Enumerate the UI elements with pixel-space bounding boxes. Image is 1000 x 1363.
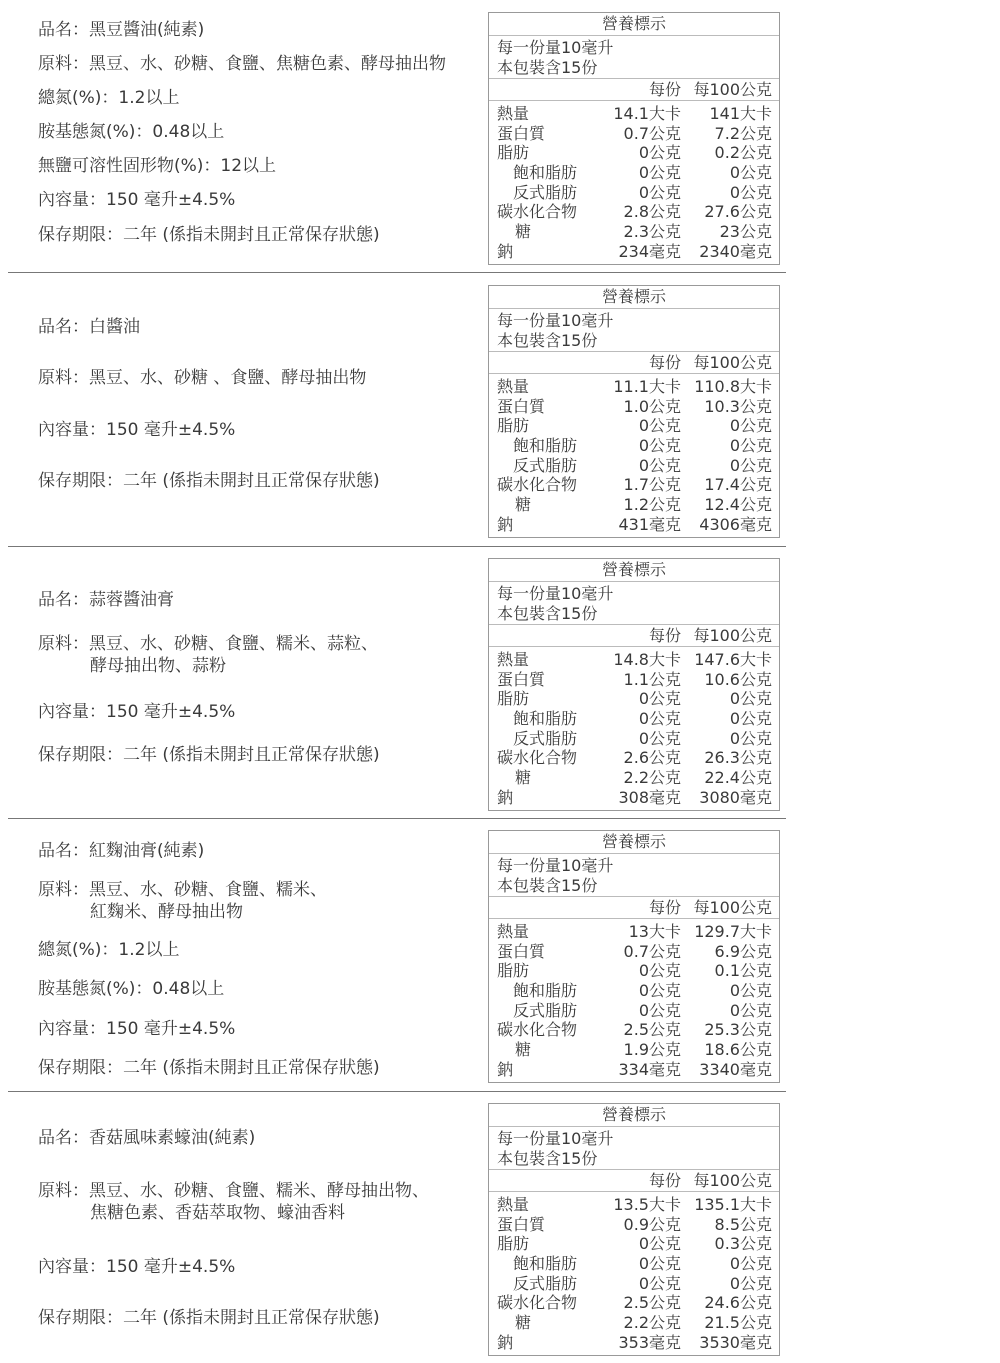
nutrition-row (489, 397, 779, 417)
nutrient-per-100g: 147.6大卡 (694, 650, 772, 669)
spec-label: 內容量： (38, 190, 106, 210)
nutrition-row (489, 163, 779, 183)
spec-value-continued: 紅麴米、酵母抽出物 (90, 902, 243, 922)
spec-line (38, 1180, 429, 1224)
nutrient-name: 反式脂肪 (513, 455, 578, 475)
spec-line (38, 978, 224, 1000)
nutrition-row (489, 475, 779, 495)
nutrition-title: 營養標示 (489, 831, 779, 854)
nutrient-per-serving: 2.5公克 (623, 1020, 681, 1040)
nutrient-name: 鈉 (497, 787, 514, 807)
nutrient-per-100g: 135.1大卡 (694, 1195, 772, 1214)
per-serving-header: 每份 (648, 626, 681, 645)
nutrient-name: 糖 (515, 495, 532, 515)
nutrient-per-serving: 2.5公克 (623, 1293, 681, 1313)
nutrient-name: 反式脂肪 (513, 182, 578, 202)
nutrient-per-serving: 334毫克 (618, 1059, 681, 1079)
nutrient-name: 鈉 (497, 241, 514, 261)
nutrient-name: 飽和脂肪 (513, 709, 578, 729)
spec-value: 150 毫升±4.5% (106, 702, 236, 722)
spec-label: 原料： (38, 880, 89, 900)
nutrient-per-100g: 24.6公克 (704, 1293, 772, 1313)
spec-line (38, 939, 179, 961)
nutrient-per-100g: 0公克 (729, 163, 772, 183)
spec-line (38, 53, 446, 75)
nutrient-per-serving: 13大卡 (628, 922, 681, 941)
spec-label: 內容量： (38, 1257, 106, 1277)
nutrition-row (489, 242, 779, 262)
nutrient-name: 碳水化合物 (497, 748, 578, 768)
nutrient-name: 鈉 (497, 1059, 514, 1079)
nutrient-per-serving: 0公克 (638, 1000, 681, 1020)
nutrition-rows (489, 1192, 779, 1355)
nutrient-per-100g: 4306毫克 (699, 514, 772, 534)
serving-size: 每一份量10毫升 (497, 1129, 614, 1148)
nutrition-row (489, 788, 779, 808)
nutrient-name: 反式脂肪 (513, 1273, 578, 1293)
spec-label: 總氮(%)： (38, 940, 119, 960)
nutrition-row (489, 1195, 779, 1215)
nutrient-per-100g: 129.7大卡 (694, 922, 772, 941)
nutrient-name: 蛋白質 (497, 396, 546, 416)
nutrient-per-serving: 0.7公克 (623, 123, 681, 143)
nutrition-table (488, 830, 780, 1083)
spec-line (38, 744, 380, 766)
servings-per-package: 本包裝含15份 (497, 603, 598, 623)
spec-value: 二年 (係指未開封且正常保存狀態) (123, 471, 380, 491)
nutrition-row (489, 183, 779, 203)
nutrition-row (489, 104, 779, 124)
nutrient-name: 碳水化合物 (497, 1020, 578, 1040)
serving-size: 每一份量10毫升 (497, 38, 614, 57)
nutrition-row (489, 222, 779, 242)
nutrient-per-serving: 1.9公克 (623, 1040, 681, 1060)
nutrient-per-serving: 14.8大卡 (613, 650, 681, 669)
nutrient-per-serving: 2.8公克 (623, 202, 681, 222)
spec-line (38, 367, 366, 389)
nutrition-row (489, 1020, 779, 1040)
nutrient-per-100g: 18.6公克 (704, 1040, 772, 1060)
nutrient-per-serving: 1.0公克 (623, 396, 681, 416)
spec-line (38, 155, 276, 177)
nutrition-row (489, 961, 779, 981)
spec-value: 二年 (係指未開封且正常保存狀態) (123, 1058, 380, 1078)
spec-label: 品名： (38, 1128, 89, 1148)
spec-value: 150 毫升±4.5% (106, 1257, 236, 1277)
nutrient-per-100g: 12.4公克 (704, 495, 772, 515)
per-serving-header: 每份 (648, 353, 681, 372)
nutrient-per-100g: 0公克 (729, 709, 772, 729)
serving-size: 每一份量10毫升 (497, 311, 614, 330)
spec-line (38, 701, 235, 723)
nutrient-per-100g: 0公克 (729, 1000, 772, 1020)
nutrition-rows (489, 919, 779, 1082)
spec-label: 保存期限： (38, 1308, 123, 1328)
nutrition-table (488, 285, 780, 538)
spec-value: 1.2以上 (118, 88, 180, 108)
nutrient-name: 熱量 (497, 1195, 530, 1214)
spec-line (38, 633, 378, 677)
nutrition-row (489, 456, 779, 476)
nutrition-row (489, 1001, 779, 1021)
spec-label: 原料： (38, 1181, 89, 1201)
nutrition-header (489, 79, 779, 101)
nutrition-header (489, 625, 779, 647)
nutrient-name: 脂肪 (497, 1234, 530, 1254)
spec-line (38, 1018, 235, 1040)
nutrient-per-100g: 0公克 (729, 728, 772, 748)
nutrient-name: 熱量 (497, 650, 530, 669)
nutrient-per-serving: 0公克 (638, 981, 681, 1001)
nutrient-per-serving: 0公克 (638, 728, 681, 748)
spec-line (38, 589, 174, 611)
nutrient-per-100g: 0公克 (729, 981, 772, 1001)
nutrition-row (489, 689, 779, 709)
nutrition-row (489, 436, 779, 456)
per-serving-header: 每份 (648, 1171, 681, 1190)
nutrient-per-serving: 2.2公克 (623, 1313, 681, 1333)
nutrient-per-serving: 0公克 (638, 961, 681, 981)
nutrition-row (489, 495, 779, 515)
nutrient-name: 飽和脂肪 (513, 163, 578, 183)
spec-line (38, 840, 204, 862)
nutrient-per-100g: 7.2公克 (714, 123, 772, 143)
nutrition-row (489, 416, 779, 436)
spec-label: 品名： (38, 20, 89, 40)
nutrient-per-100g: 26.3公克 (704, 748, 772, 768)
nutrition-row (489, 981, 779, 1001)
nutrient-per-100g: 22.4公克 (704, 768, 772, 788)
nutrient-per-100g: 17.4公克 (704, 475, 772, 495)
nutrition-row (489, 202, 779, 222)
nutrient-name: 飽和脂肪 (513, 981, 578, 1001)
spec-label: 原料： (38, 634, 89, 654)
nutrient-per-serving: 0公克 (638, 1254, 681, 1274)
nutrient-per-100g: 0.3公克 (714, 1234, 772, 1254)
nutrient-per-100g: 110.8大卡 (694, 377, 772, 396)
spec-value: 黑豆、水、砂糖、食鹽、糯米、 (89, 880, 327, 900)
nutrition-row (489, 1293, 779, 1313)
nutrient-per-serving: 2.3公克 (623, 222, 681, 242)
nutrient-per-serving: 0公克 (638, 182, 681, 202)
nutrient-name: 碳水化合物 (497, 202, 578, 222)
nutrient-per-100g: 0公克 (729, 1273, 772, 1293)
nutrient-name: 碳水化合物 (497, 475, 578, 495)
nutrition-row (489, 1040, 779, 1060)
servings-per-package: 本包裝含15份 (497, 330, 598, 350)
nutrition-row (489, 768, 779, 788)
nutrient-per-100g: 8.5公克 (714, 1214, 772, 1234)
nutrition-title: 營養標示 (489, 1104, 779, 1127)
nutrient-per-100g: 0公克 (729, 436, 772, 456)
spec-value: 蒜蓉醬油膏 (89, 590, 174, 610)
nutrition-rows (489, 647, 779, 810)
spec-label: 無鹽可溶性固形物(%)： (38, 156, 221, 176)
spec-label: 原料： (38, 368, 89, 388)
nutrient-per-serving: 234毫克 (618, 241, 681, 261)
nutrient-name: 反式脂肪 (513, 728, 578, 748)
spec-label: 內容量： (38, 1019, 106, 1039)
spec-value: 香菇風味素蠔油(純素) (89, 1128, 256, 1148)
nutrition-row (489, 1060, 779, 1080)
nutrient-per-100g: 0公克 (729, 455, 772, 475)
nutrition-row (489, 1274, 779, 1294)
spec-label: 內容量： (38, 702, 106, 722)
per-serving-header: 每份 (648, 898, 681, 917)
nutrient-per-serving: 0公克 (638, 143, 681, 163)
spec-value: 150 毫升±4.5% (106, 420, 236, 440)
nutrient-per-100g: 0公克 (729, 689, 772, 709)
spec-line (38, 419, 235, 441)
nutrient-per-100g: 0.2公克 (714, 143, 772, 163)
section-divider (8, 818, 786, 819)
serving-info (489, 582, 779, 625)
nutrient-per-serving: 1.7公克 (623, 475, 681, 495)
nutrient-name: 飽和脂肪 (513, 436, 578, 456)
spec-value: 150 毫升±4.5% (106, 190, 236, 210)
spec-line (38, 121, 224, 143)
spec-value: 白醬油 (89, 317, 140, 337)
serving-info (489, 309, 779, 352)
section-divider (8, 546, 786, 547)
nutrition-row (489, 1313, 779, 1333)
nutrient-per-serving: 2.2公克 (623, 768, 681, 788)
spec-line (38, 1057, 380, 1079)
nutrition-table (488, 1103, 780, 1356)
spec-label: 總氮(%)： (38, 88, 119, 108)
spec-line (38, 224, 380, 246)
nutrient-per-100g: 27.6公克 (704, 202, 772, 222)
nutrient-per-serving: 0公克 (638, 436, 681, 456)
nutrient-per-serving: 0公克 (638, 1273, 681, 1293)
nutrient-per-serving: 353毫克 (618, 1332, 681, 1352)
spec-value: 黑豆、水、砂糖 、食鹽、酵母抽出物 (89, 368, 367, 388)
nutrition-row (489, 1333, 779, 1353)
spec-value: 黑豆、水、砂糖、食鹽、糯米、蒜粒、 (89, 634, 378, 654)
nutrition-title: 營養標示 (489, 286, 779, 309)
nutrition-row (489, 650, 779, 670)
section-divider (8, 1091, 786, 1092)
nutrient-per-serving: 0.9公克 (623, 1214, 681, 1234)
nutrition-row (489, 1254, 779, 1274)
spec-line (38, 87, 179, 109)
spec-label: 胺基態氮(%)： (38, 122, 153, 142)
spec-value: 150 毫升±4.5% (106, 1019, 236, 1039)
nutrient-per-100g: 2340毫克 (699, 241, 772, 261)
nutrient-per-serving: 0公克 (638, 455, 681, 475)
spec-label: 保存期限： (38, 1058, 123, 1078)
spec-value: 0.48以上 (152, 122, 225, 142)
nutrient-name: 糖 (515, 1313, 532, 1333)
spec-label: 內容量： (38, 420, 106, 440)
nutrient-name: 脂肪 (497, 143, 530, 163)
per-100g-header: 每100公克 (693, 626, 772, 645)
nutrient-per-100g: 10.3公克 (704, 396, 772, 416)
nutrient-per-100g: 3530毫克 (699, 1332, 772, 1352)
nutrient-per-serving: 0公克 (638, 416, 681, 436)
nutrient-per-serving: 0.7公克 (623, 941, 681, 961)
per-100g-header: 每100公克 (693, 353, 772, 372)
spec-line (38, 189, 235, 211)
nutrient-name: 鈉 (497, 1332, 514, 1352)
nutrient-per-100g: 0公克 (729, 182, 772, 202)
nutrient-name: 糖 (515, 1040, 532, 1060)
nutrient-per-serving: 1.2公克 (623, 495, 681, 515)
nutrient-per-100g: 10.6公克 (704, 669, 772, 689)
section-divider (8, 272, 786, 273)
nutrition-title: 營養標示 (489, 13, 779, 36)
nutrient-name: 脂肪 (497, 689, 530, 709)
nutrient-name: 熱量 (497, 104, 530, 123)
nutrition-table (488, 12, 780, 265)
nutrient-name: 蛋白質 (497, 123, 546, 143)
spec-line (38, 316, 140, 338)
spec-line (38, 19, 204, 41)
nutrient-per-100g: 21.5公克 (704, 1313, 772, 1333)
nutrient-per-serving: 0公克 (638, 709, 681, 729)
spec-line (38, 1307, 380, 1329)
nutrient-per-serving: 1.1公克 (623, 669, 681, 689)
nutrient-name: 熱量 (497, 922, 530, 941)
nutrient-name: 脂肪 (497, 961, 530, 981)
nutrient-per-100g: 3340毫克 (699, 1059, 772, 1079)
spec-value: 0.48以上 (152, 979, 225, 999)
nutrient-per-serving: 2.6公克 (623, 748, 681, 768)
spec-value: 二年 (係指未開封且正常保存狀態) (123, 1308, 380, 1328)
spec-value: 黑豆、水、砂糖、食鹽、焦糖色素、酵母抽出物 (89, 54, 446, 74)
nutrient-per-serving: 431毫克 (618, 514, 681, 534)
nutrition-row (489, 1234, 779, 1254)
nutrition-row (489, 377, 779, 397)
servings-per-package: 本包裝含15份 (497, 57, 598, 77)
spec-value: 紅麴油膏(純素) (89, 841, 205, 861)
per-100g-header: 每100公克 (693, 80, 772, 99)
spec-line (38, 470, 380, 492)
nutrition-header (489, 1170, 779, 1192)
nutrition-row (489, 709, 779, 729)
nutrient-per-serving: 0公克 (638, 1234, 681, 1254)
serving-info (489, 1127, 779, 1170)
nutrient-per-serving: 0公克 (638, 689, 681, 709)
nutrient-name: 脂肪 (497, 416, 530, 436)
nutrient-per-100g: 0公克 (729, 1254, 772, 1274)
servings-per-package: 本包裝含15份 (497, 875, 598, 895)
spec-label: 原料： (38, 54, 89, 74)
nutrient-name: 熱量 (497, 377, 530, 396)
nutrient-per-100g: 23公克 (719, 222, 772, 242)
serving-info (489, 36, 779, 79)
spec-value: 黑豆、水、砂糖、食鹽、糯米、酵母抽出物、 (89, 1181, 429, 1201)
nutrition-row (489, 942, 779, 962)
spec-label: 保存期限： (38, 471, 123, 491)
nutrient-per-serving: 14.1大卡 (613, 104, 681, 123)
serving-size: 每一份量10毫升 (497, 856, 614, 875)
spec-label: 品名： (38, 590, 89, 610)
nutrient-per-100g: 0.1公克 (714, 961, 772, 981)
nutrient-per-serving: 13.5大卡 (613, 1195, 681, 1214)
nutrition-row (489, 143, 779, 163)
spec-label: 保存期限： (38, 225, 123, 245)
nutrition-row (489, 1215, 779, 1235)
nutrition-row (489, 124, 779, 144)
nutrition-rows (489, 101, 779, 264)
servings-per-package: 本包裝含15份 (497, 1148, 598, 1168)
per-100g-header: 每100公克 (693, 898, 772, 917)
spec-label: 品名： (38, 317, 89, 337)
nutrient-name: 蛋白質 (497, 669, 546, 689)
spec-value: 二年 (係指未開封且正常保存狀態) (123, 225, 380, 245)
spec-value: 黑豆醬油(純素) (89, 20, 205, 40)
nutrient-name: 蛋白質 (497, 1214, 546, 1234)
nutrition-row (489, 670, 779, 690)
spec-line (38, 879, 327, 923)
spec-line (38, 1127, 255, 1149)
nutrient-name: 蛋白質 (497, 941, 546, 961)
spec-value: 1.2以上 (118, 940, 180, 960)
nutrient-name: 飽和脂肪 (513, 1254, 578, 1274)
nutrient-per-100g: 3080毫克 (699, 787, 772, 807)
per-serving-header: 每份 (648, 80, 681, 99)
spec-label: 胺基態氮(%)： (38, 979, 153, 999)
nutrient-per-100g: 6.9公克 (714, 941, 772, 961)
nutrient-name: 反式脂肪 (513, 1000, 578, 1020)
nutrition-header (489, 352, 779, 374)
nutrition-row (489, 922, 779, 942)
nutrient-name: 糖 (515, 768, 532, 788)
serving-info (489, 854, 779, 897)
nutrient-name: 糖 (515, 222, 532, 242)
nutrient-per-serving: 0公克 (638, 163, 681, 183)
nutrient-per-100g: 141大卡 (709, 104, 772, 123)
serving-size: 每一份量10毫升 (497, 584, 614, 603)
nutrient-name: 鈉 (497, 514, 514, 534)
nutrition-header (489, 897, 779, 919)
nutrition-rows (489, 374, 779, 537)
spec-line (38, 1256, 235, 1278)
spec-value: 12以上 (220, 156, 277, 176)
nutrition-row (489, 748, 779, 768)
nutrient-per-100g: 25.3公克 (704, 1020, 772, 1040)
spec-label: 保存期限： (38, 745, 123, 765)
spec-label: 品名： (38, 841, 89, 861)
nutrient-per-serving: 308毫克 (618, 787, 681, 807)
nutrient-name: 碳水化合物 (497, 1293, 578, 1313)
nutrition-table (488, 558, 780, 811)
spec-value-continued: 焦糖色素、香菇萃取物、蠔油香料 (90, 1203, 345, 1223)
spec-value-continued: 酵母抽出物、蒜粉 (90, 656, 226, 676)
nutrient-per-100g: 0公克 (729, 416, 772, 436)
nutrient-per-serving: 11.1大卡 (613, 377, 681, 396)
per-100g-header: 每100公克 (693, 1171, 772, 1190)
spec-value: 二年 (係指未開封且正常保存狀態) (123, 745, 380, 765)
nutrition-row (489, 729, 779, 749)
nutrition-title: 營養標示 (489, 559, 779, 582)
nutrition-row (489, 515, 779, 535)
